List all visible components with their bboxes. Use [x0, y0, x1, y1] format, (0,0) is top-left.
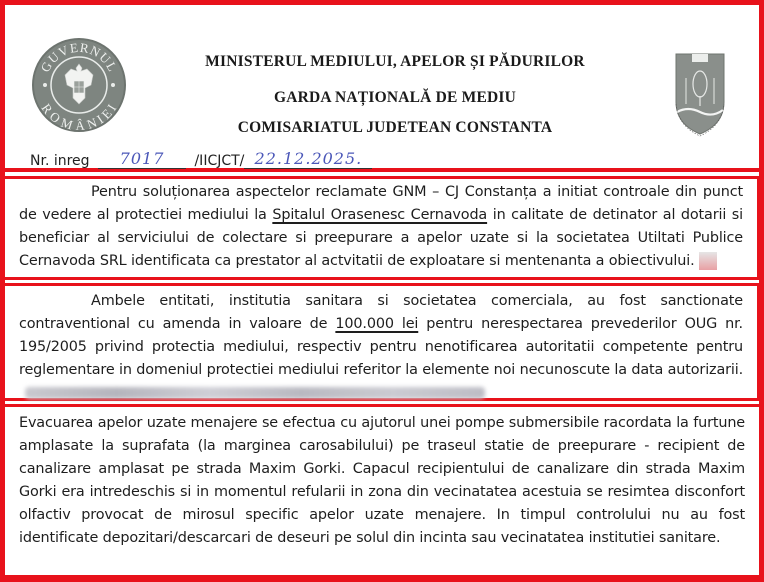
svg-text:ROMÂNIEI: ROMÂNIEI [38, 100, 120, 130]
letterhead-section [5, 5, 759, 172]
highlighted-paragraph-1 [5, 176, 759, 280]
paragraph-2-text-a: Ambele entitati, institutia sanitara si societatea comerciala, au fost sanctionate contraventional cu amenda in valoare de [19, 293, 743, 332]
svg-text:GUVERNUL: GUVERNUL [37, 40, 121, 75]
commissariat-title: COMISARIATUL JUDETEAN CONSTANTA [237, 119, 553, 136]
garda-nationala-de-mediu-crest-icon [674, 50, 722, 136]
ministry-title: MINISTERUL MEDIULUI, APELOR ȘI PĂDURILOR [205, 53, 585, 70]
registration-number-field [98, 149, 186, 169]
fine-amount: 100.000 lei [335, 316, 419, 332]
paragraph-1-text-a: Pentru soluționarea aspectelor reclamate GNM – CJ Constanța a initiat controale din punct de vedere al protectiei mediului la [19, 184, 743, 223]
redaction-mark [699, 252, 717, 270]
guvernul-romaniei-seal-icon [32, 38, 126, 132]
agency-title: GARDA NAȚIONALĂ DE MEDIU [273, 89, 517, 106]
registration-date: 22.12.2025. [254, 149, 363, 168]
blurred-redacted-text [25, 387, 485, 399]
registration-separator: /IICJCT/ [194, 153, 245, 169]
paragraph-3: Evacuarea apelor uzate menajere se efectua cu ajutorul unei pompe submersibile racordata la furtune amplasate la suprafata (la marginea carosabilului) pe traseul statie de preepurare - recipient de canalizare amplasat pe strada Maxim Gorki. Capacul recipientului de canalizare din strada Maxim Gorki era intredeschis si in momentul refularii in zona din vecinatatea acestuia se resimtea disconfort olfactiv provocat de mirosul specific apelor uzate menajere. In timpul controlului nu au fost identificate depozitari/descarcari de deseuri pe solul din incinta sau vecinatatea institutiei sanitare. [19, 415, 745, 546]
registration-date-field [244, 149, 372, 169]
registration-number: 7017 [119, 149, 165, 168]
paragraph-1 [19, 181, 743, 273]
paragraph-1-text-b: in calitate de detinator al dotarii si beneficiar al serviciului de colectare si preepurare a apelor uzate si la societatea Utiltati Publice Cernavoda SRL identificata ca prestator al actvitatii de exploatare si mentenanta a obiectivului. [19, 207, 743, 269]
hospital-name: Spitalul Orasenesc Cernavoda [272, 207, 488, 223]
highlighted-paragraph-2 [5, 283, 759, 401]
highlighted-paragraph-3 [5, 404, 759, 575]
registration-label: Nr. inreg [30, 153, 90, 169]
paragraph-2 [19, 290, 743, 405]
registration-row [30, 149, 372, 169]
paragraph-2-text-b: pentru nerespectarea prevederilor OUG nr. 195/2005 privind protectia mediului, respectiv pentru nenotificarea autoritatii competente pentru reglementare in domeniul protectiei mediului referitor la elemente noi necunoscute la data autorizarii. [19, 316, 743, 378]
